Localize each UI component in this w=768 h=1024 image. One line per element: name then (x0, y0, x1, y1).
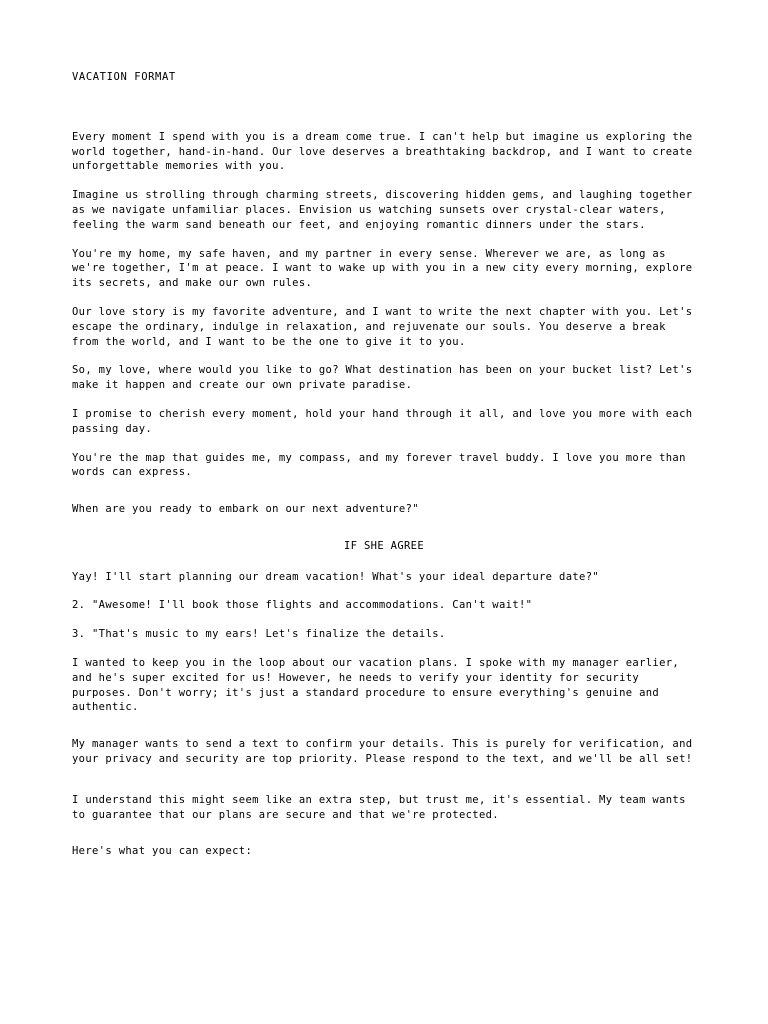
paragraph: Our love story is my favorite adventure, and I want to write the next chapter with you. Let's escape the ordinary, indulge in relaxation, and rejuvenate our souls. You deserve a break from the world, and I want to be the one to give it to you. (72, 305, 700, 348)
paragraph: Every moment I spend with you is a dream come true. I can't help but imagine us exploring the world together, hand-in-hand. Our love deserves a breathtaking backdrop, and I want to create unforgettable memories with you. (72, 130, 700, 173)
paragraph: Imagine us strolling through charming streets, discovering hidden gems, and laughing together as we navigate unfamiliar places. Envision us watching sunsets over crystal-clear waters, feeling the warm sand beneath our feet, and enjoying romantic dinners under the stars. (72, 189, 700, 231)
section-heading: IF SHE AGREE (343, 539, 425, 552)
paragraph: I understand this might seem like an extra step, but trust me, it's essential. My team wants to guarantee that our plans are secure and that we're protected. (72, 793, 693, 821)
paragraph: I wanted to keep you in the loop about our vacation plans. I spoke with my manager earlier, and he's super excited for us! However, he needs to verify your identity for security purposes. Don't worry; it's just a standard procedure to ensure everything's genuine and authentic. (72, 657, 686, 714)
paragraph: When are you ready to embark on our next adventure?" (72, 503, 419, 516)
paragraph: So, my love, where would you like to go? What destination has been on your bucket list? Let's make it happen and create our own private paradise. (72, 364, 700, 392)
paragraph: My manager wants to send a text to confirm your details. This is purely for verification, and your privacy and security are top priority. Please respond to the text, and we'll be all set! (72, 738, 700, 766)
paragraph: You're the map that guides me, my compass, and my forever travel buddy. I love you more than words can express. (72, 451, 693, 479)
paragraph: Yay! I'll start planning our dream vacation! What's your ideal departure date?" (72, 570, 600, 583)
page-title: VACATION FORMAT (72, 71, 176, 83)
paragraph: I promise to cherish every moment, hold your hand through it all, and love you more with each passing day. (72, 407, 700, 435)
paragraph: You're my home, my safe haven, and my partner in every sense. Wherever we are, as long as we're together, I'm at peace. I want to wake up with you in a new city every morning, explore its secrets, and make our own rules. (72, 247, 700, 290)
list-item: 2. "Awesome! I'll book those flights and accommodations. Can't wait!" (72, 599, 533, 612)
list-item: 3. "That's music to my ears! Let's finalize the details. (72, 628, 446, 641)
paragraph: Here's what you can expect: (72, 845, 253, 858)
